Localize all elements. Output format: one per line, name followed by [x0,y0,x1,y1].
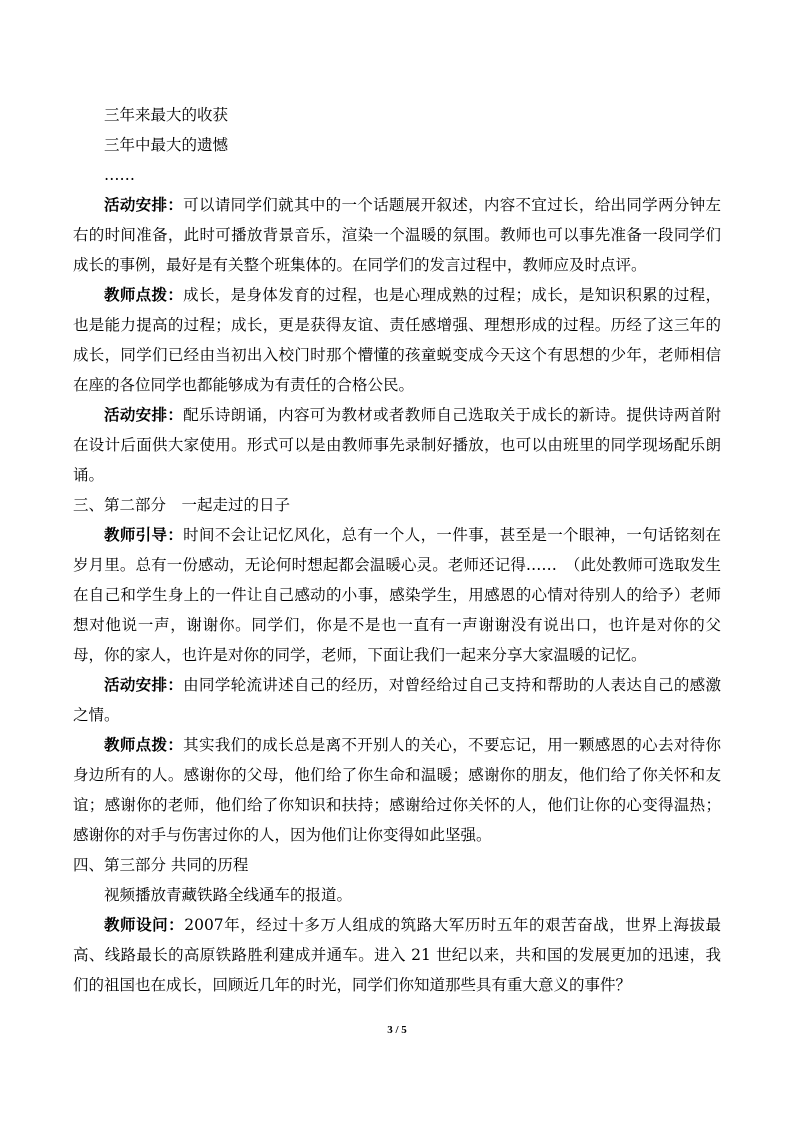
section-heading-part-three: 四、第三部分 共同的历程 [73,856,249,874]
paragraph-activity-arrangement-2 [73,400,721,490]
paragraph-teacher-comment-2 [73,730,721,850]
paragraph-label: 活动安排： [104,195,184,214]
section-heading-part-two: 三、第二部分 一起走过的日子 [73,496,291,514]
topic-line-gain: 三年来最大的收获 [104,106,229,124]
paragraph-text: 可以请同学们就其中的一个话题展开叙述，内容不宜过长，给出同学两分钟左右的时间准备，此时可播放背景音乐，渲染一个温暖的氛围。教师也可以事先准备一段同学们成长的事例，最好是有关整个班集体的。在同学们的发言过程中，教师应及时点评。 [73,196,721,274]
paragraph-label: 活动安排： [104,405,184,424]
paragraph-text: 2007年，经过十多万人组成的筑路大军历时五年的艰苦奋战，世界上海拔最高、线路最长的高原铁路胜利建成并通车。进入 21 世纪以来，共和国的发展更加的迅速，我们的祖国也在成长，回顾近几年的时光，同学们你知道那些具有重大意义的事件？ [73,916,721,994]
paragraph-text: 配乐诗朗诵，内容可为教材或者教师自己选取关于成长的新诗。提供诗两首附在设计后面供大家使用。形式可以是由教师事先录制好播放，也可以由班里的同学现场配乐朗诵。 [73,406,721,484]
topic-line-ellipsis: …… [104,166,135,184]
paragraph-teacher-guide [73,520,721,670]
paragraph-text: 由同学轮流讲述自己的经历，对曾经给过自己支持和帮助的人表达自己的感激之情。 [73,676,721,724]
paragraph-teacher-comment-1 [73,280,721,400]
paragraph-text: 时间不会让记忆风化，总有一个人，一件事，甚至是一个眼神，一句话铭刻在岁月里。总有一份感动，无论何时想起都会温暖心灵。老师还记得…… （此处教师可选取发生在自己和学生身上的一件让自己感动的小事，感染学生，用感恩的心情对待别人的给予）老师想对他说一声，谢谢你。同学们，你是不是也一直有一声谢谢没有说出口，也许是对你的父母，你的家人，也许是对你的同学，老师，下面让我们一起来分享大家温暖的记忆。 [73,526,721,664]
paragraph-label: 教师设问： [104,915,185,934]
paragraph-label: 教师点拨： [104,285,184,304]
video-playback-line: 视频播放青藏铁路全线通车的报道。 [104,886,353,904]
paragraph-activity-arrangement-3 [73,670,721,730]
topic-line-regret: 三年中最大的遗憾 [104,136,229,154]
paragraph-label: 活动安排： [104,675,184,694]
paragraph-text: 成长，是身体发育的过程，也是心理成熟的过程；成长，是知识积累的过程，也是能力提高的过程；成长，更是获得友谊、责任感增强、理想形成的过程。历经了这三年的成长，同学们已经由当初出入校门时那个懵懂的孩童蜕变成今天这个有思想的少年，老师相信在座的各位同学也都能够成为有责任的合格公民。 [73,286,721,394]
page-number: 3 / 5 [387,1024,407,1036]
document-body [73,100,721,1000]
paragraph-label: 教师引导： [104,525,184,544]
paragraph-teacher-question [73,910,721,1000]
paragraph-label: 教师点拨： [104,735,184,754]
paragraph-activity-arrangement-1 [73,190,721,280]
paragraph-text: 其实我们的成长总是离不开别人的关心，不要忘记，用一颗感恩的心去对待你身边所有的人。感谢你的父母，他们给了你生命和温暖；感谢你的朋友，他们给了你关怀和友谊；感谢你的老师，他们给了你知识和扶持；感谢给过你关怀的人，他们让你的心变得温热；感谢你的对手与伤害过你的人，因为他们让你变得如此坚强。 [73,736,721,844]
